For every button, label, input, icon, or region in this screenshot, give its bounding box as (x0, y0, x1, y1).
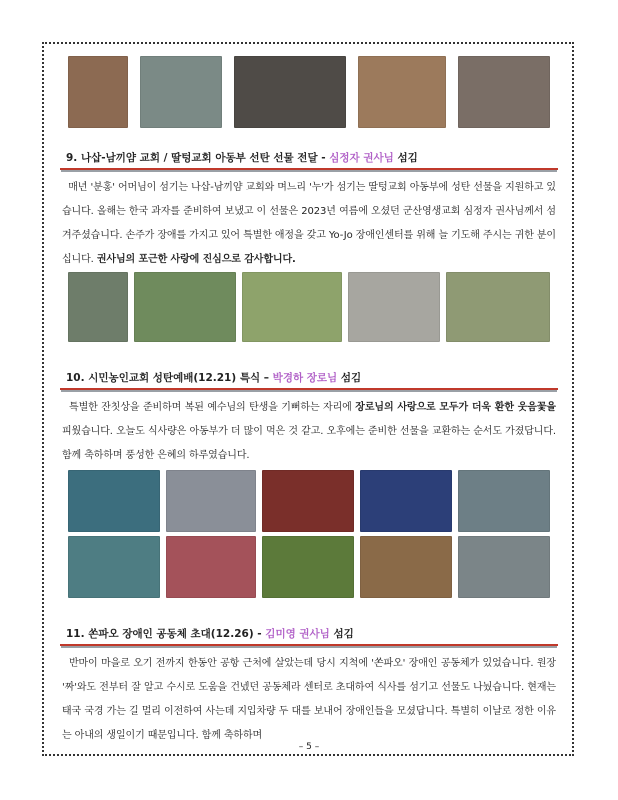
photo (68, 272, 128, 342)
section-paragraph: 매년 '분홍' 어머님이 섬기는 나삽-남끼얌 교회와 며느리 '누'가 섬기는 딸텅교회 아동부에 성탄 선물을 지원하고 있습니다. 올해는 한국 과자를 준비하여 보냈고 이 선물은 2023년 여름에 오셨던 군산영생교회 심정자 권사님께서 섬겨주셨습니다. 손주가 장애를 가지고 있어 특별한 애정을 갖고 Yo-Jo 장애인센터를 위해 늘 기도해 주시는 귀한 분이십니다. 권사님의 포근한 사랑에 진심으로 감사합니다. (62, 182, 556, 265)
photo (134, 272, 236, 342)
photo (166, 470, 256, 532)
photo (262, 536, 354, 598)
photo (458, 536, 550, 598)
photo-row-4 (68, 536, 550, 598)
photo (360, 470, 452, 532)
photo-row-2 (68, 272, 550, 342)
photo-row-3 (68, 470, 550, 532)
section-paragraph: 반마이 마을로 오기 전까지 한동안 공항 근처에 살았는데 당시 지척에 '쏜파오' 장애인 공동체가 있었습니다. 원장 '짜'와도 전부터 잘 알고 수시로 도움을 건넸던 공동체라 센터로 초대하여 식사를 섬기고 선물도 나눴습니다. 현재는 태국 국경 가는 길 멀리 이전하여 사는데 지입차량 두 대를 보내어 장애인들을 모셨답니다. 특별히 이날로 정한 이유는 아내의 생일이기 때문입니다. 함께 축하하며 (62, 658, 556, 741)
section-paragraph: 특별한 잔칫상을 준비하며 복된 예수님의 탄생을 기뻐하는 자리에 장로님의 사랑으로 모두가 더욱 환한 웃음꽃을 피웠습니다. 오늘도 식사량은 아동부가 더 많이 먹은 것 같고. 오후에는 준비한 선물을 교환하는 순서도 가졌답니다. 함께 축하하며 풍성한 은혜의 하루였습니다. (62, 402, 556, 461)
photo (68, 470, 160, 532)
photo (446, 272, 550, 342)
photo (458, 56, 550, 128)
photo (242, 272, 342, 342)
section-heading: 9. 나삽-남끼얌 교회 / 딸텅교회 아동부 선탄 선물 전달 - 심정자 권사님 섬김 (60, 146, 558, 170)
photo (166, 536, 256, 598)
page-number: – 5 – (298, 742, 320, 752)
photo (68, 56, 128, 128)
photo (348, 272, 440, 342)
photo (358, 56, 446, 128)
photo (360, 536, 452, 598)
photo (262, 470, 354, 532)
section-heading: 10. 시민농인교회 성탄예배(12.21) 특식 – 박경하 장로님 섬김 (60, 366, 558, 390)
photo (68, 536, 160, 598)
photo (234, 56, 346, 128)
photo-row-1 (68, 56, 550, 128)
photo (458, 470, 550, 532)
section-heading: 11. 쏜파오 장애인 공동체 초대(12.26) - 김미영 권사님 섬김 (60, 622, 558, 646)
photo (140, 56, 222, 128)
